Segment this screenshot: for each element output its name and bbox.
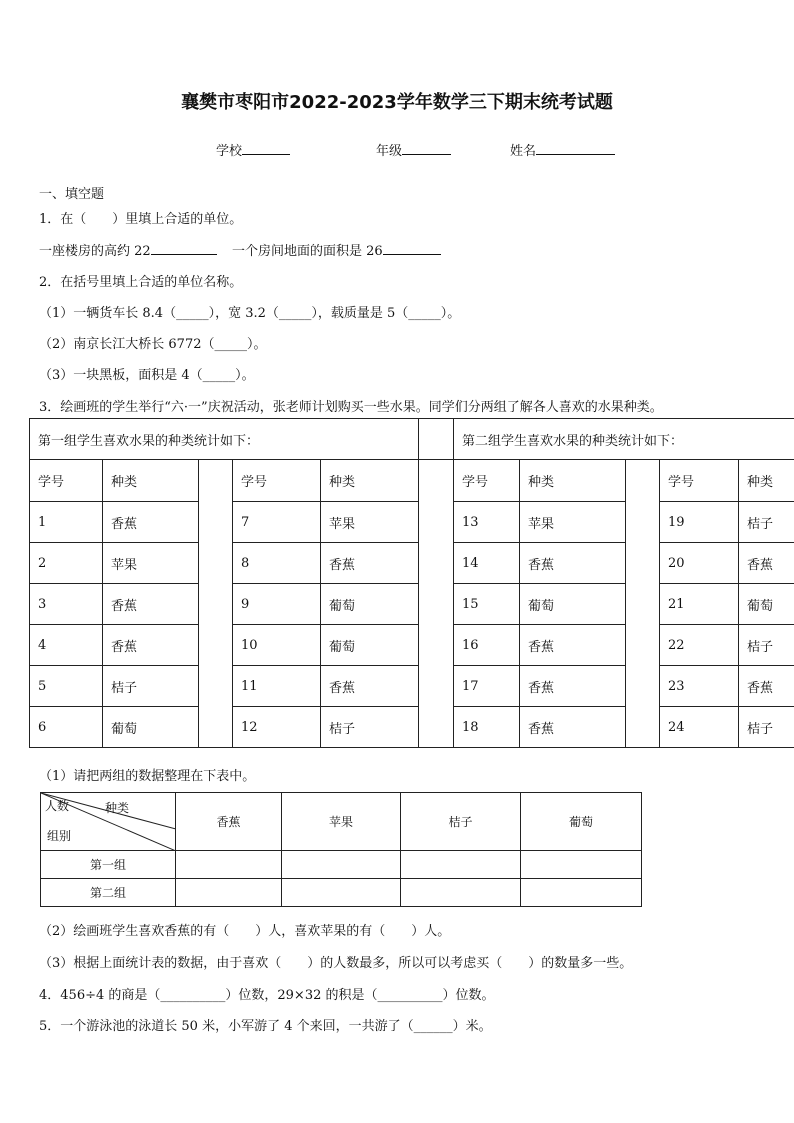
summary-row-group-2 (41, 879, 642, 907)
cell-id: 16 (454, 625, 520, 666)
grade-blank[interactable] (402, 142, 451, 155)
column-header-id: 学号 (233, 460, 321, 502)
question-1-item-b (232, 240, 441, 259)
q1-a-text: 一座楼房的高约 22 (39, 244, 151, 259)
q1-b-text: 一个房间地面的面积是 26 (232, 244, 383, 259)
cell-id: 5 (30, 666, 103, 707)
table-gap (419, 419, 454, 460)
table-row (30, 502, 794, 543)
summary-header-fruit: 苹果 (282, 793, 401, 851)
column-header-kind: 种类 (739, 460, 794, 502)
q1-b-blank[interactable] (383, 242, 441, 255)
cell-id: 23 (660, 666, 739, 707)
cell-id: 18 (454, 707, 520, 748)
corner-label-group: 组别 (47, 829, 72, 843)
column-header-kind: 种类 (321, 460, 419, 502)
cell-id: 4 (30, 625, 103, 666)
summary-table (40, 792, 642, 907)
table-row (30, 543, 794, 584)
cell-id: 17 (454, 666, 520, 707)
section-heading: 一、填空题 (39, 187, 105, 202)
question-5: 5．一个游泳池的泳道长 50 米，小军游了 4 个来回，一共游了（______）米。 (39, 1019, 492, 1034)
cell-kind: 香蕉 (321, 543, 419, 584)
question-1: 1．在（ ）里填上合适的单位。 (39, 212, 243, 227)
column-header-id: 学号 (454, 460, 520, 502)
cell-kind: 香蕉 (103, 584, 199, 625)
answer-cell[interactable] (521, 879, 642, 907)
cell-id: 20 (660, 543, 739, 584)
cell-kind: 香蕉 (520, 666, 626, 707)
cell-id: 9 (233, 584, 321, 625)
cell-kind: 香蕉 (103, 625, 199, 666)
table-gap (626, 460, 660, 748)
cell-kind: 苹果 (321, 502, 419, 543)
question-1-item-a (39, 240, 217, 259)
cell-id: 14 (454, 543, 520, 584)
diagonal-header-cell (41, 793, 176, 851)
answer-cell[interactable] (401, 879, 521, 907)
group-2-caption: 第二组学生喜欢水果的种类统计如下： (454, 419, 794, 460)
cell-id: 21 (660, 584, 739, 625)
answer-cell[interactable] (176, 879, 282, 907)
name-field[interactable] (510, 140, 615, 159)
grade-field[interactable] (376, 140, 451, 159)
table-header-row (30, 460, 794, 502)
question-2-part-3: （3）一块黑板，面积是 4（_____）。 (39, 368, 255, 383)
cell-kind: 葡萄 (321, 625, 419, 666)
cell-kind: 香蕉 (739, 666, 794, 707)
summary-row-group-1 (41, 851, 642, 879)
question-2-part-1: （1）一辆货车长 8.4（_____），宽 3.2（_____），载质量是 5（_____）。 (39, 306, 461, 321)
cell-kind: 葡萄 (103, 707, 199, 748)
summary-header-fruit: 桔子 (401, 793, 521, 851)
cell-id: 12 (233, 707, 321, 748)
cell-id: 8 (233, 543, 321, 584)
cell-kind: 葡萄 (321, 584, 419, 625)
summary-header-row (41, 793, 642, 851)
table-row (30, 625, 794, 666)
table-row (30, 707, 794, 748)
summary-header-fruit: 葡萄 (521, 793, 642, 851)
cell-id: 6 (30, 707, 103, 748)
question-2: 2．在括号里填上合适的单位名称。 (39, 275, 243, 290)
cell-kind: 桔子 (739, 625, 794, 666)
answer-cell[interactable] (282, 879, 401, 907)
q1-a-blank[interactable] (151, 242, 217, 255)
cell-kind: 苹果 (103, 543, 199, 584)
name-label: 姓名 (510, 144, 537, 159)
cell-kind: 香蕉 (520, 707, 626, 748)
cell-id: 1 (30, 502, 103, 543)
cell-id: 13 (454, 502, 520, 543)
group-1-caption: 第一组学生喜欢水果的种类统计如下： (30, 419, 419, 460)
school-blank[interactable] (242, 142, 290, 155)
question-3: 3．绘画班的学生举行“六·一”庆祝活动，张老师计划购买一些水果。同学们分两组了解各人喜欢的水果种类。 (39, 400, 663, 415)
summary-header-fruit: 香蕉 (176, 793, 282, 851)
table-row (30, 666, 794, 707)
grade-label: 年级 (376, 144, 403, 159)
table-row (30, 584, 794, 625)
question-3-sub-1: （1）请把两组的数据整理在下表中。 (39, 769, 256, 784)
group-label: 第二组 (41, 879, 176, 907)
question-3-sub-2: （2）绘画班学生喜欢香蕉的有（ ）人，喜欢苹果的有（ ）人。 (39, 924, 451, 939)
column-header-kind: 种类 (103, 460, 199, 502)
cell-kind: 香蕉 (321, 666, 419, 707)
name-blank[interactable] (536, 142, 615, 155)
page-title: 襄樊市枣阳市2022-2023学年数学三下期末统考试题 (181, 92, 613, 113)
cell-id: 22 (660, 625, 739, 666)
answer-cell[interactable] (521, 851, 642, 879)
table-gap (419, 460, 454, 748)
column-header-id: 学号 (660, 460, 739, 502)
cell-kind: 桔子 (103, 666, 199, 707)
column-header-kind: 种类 (520, 460, 626, 502)
table-gap (199, 460, 233, 748)
cell-kind: 香蕉 (520, 625, 626, 666)
cell-kind: 葡萄 (739, 584, 794, 625)
cell-id: 15 (454, 584, 520, 625)
school-label: 学校 (216, 144, 243, 159)
cell-kind: 桔子 (321, 707, 419, 748)
question-3-sub-3: （3）根据上面统计表的数据，由于喜欢（ ）的人数最多，所以可以考虑买（ ）的数量多一些。 (39, 956, 633, 971)
cell-id: 2 (30, 543, 103, 584)
group-label: 第一组 (41, 851, 176, 879)
cell-id: 3 (30, 584, 103, 625)
cell-kind: 香蕉 (520, 543, 626, 584)
cell-kind: 苹果 (520, 502, 626, 543)
column-header-id: 学号 (30, 460, 103, 502)
school-field[interactable] (216, 140, 290, 159)
corner-label-people: 人数 (45, 799, 70, 813)
cell-id: 11 (233, 666, 321, 707)
fruit-survey-table (29, 418, 794, 748)
answer-cell[interactable] (282, 851, 401, 879)
corner-label-kind: 种类 (105, 801, 130, 815)
cell-id: 10 (233, 625, 321, 666)
question-4: 4．456÷4 的商是（__________）位数，29×32 的积是（__________）位数。 (39, 988, 495, 1003)
cell-id: 24 (660, 707, 739, 748)
cell-kind: 葡萄 (520, 584, 626, 625)
cell-id: 7 (233, 502, 321, 543)
cell-kind: 香蕉 (739, 543, 794, 584)
question-2-part-2: （2）南京长江大桥长 6772（_____）。 (39, 337, 267, 352)
cell-kind: 桔子 (739, 502, 794, 543)
cell-kind: 香蕉 (103, 502, 199, 543)
cell-kind: 桔子 (739, 707, 794, 748)
answer-cell[interactable] (401, 851, 521, 879)
answer-cell[interactable] (176, 851, 282, 879)
cell-id: 19 (660, 502, 739, 543)
